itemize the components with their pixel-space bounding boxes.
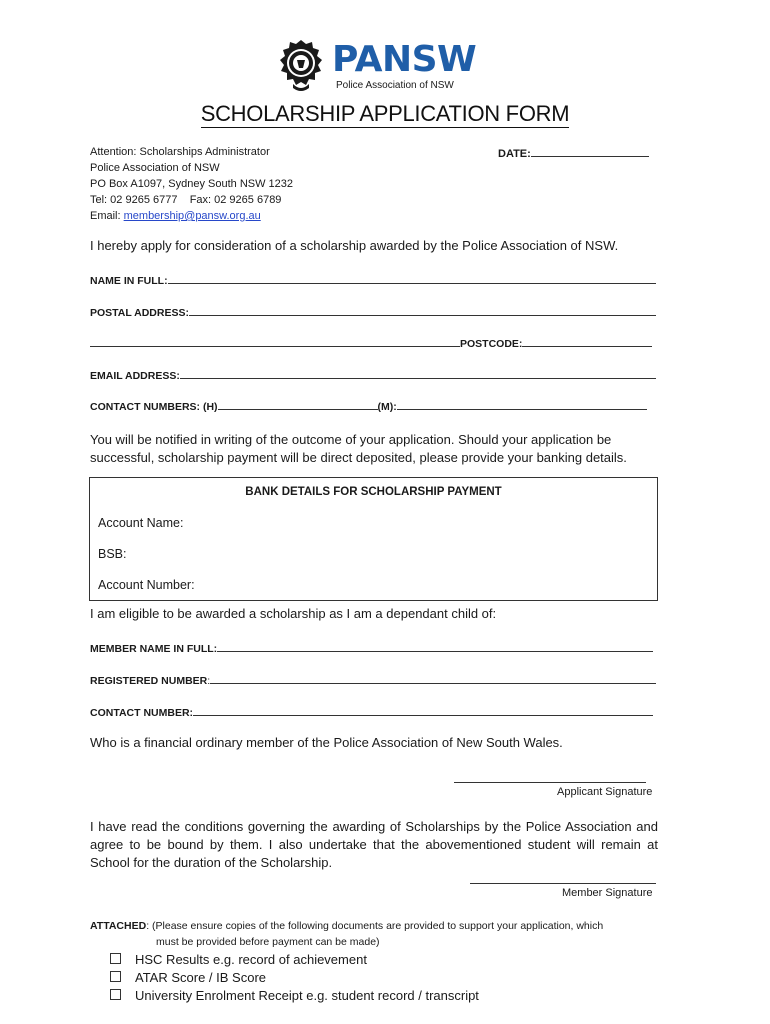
checkbox-icon[interactable] [110, 989, 121, 1000]
date-field[interactable]: DATE: [498, 146, 649, 160]
pansw-logo [276, 38, 476, 94]
checklist-item: HSC Results e.g. record of achievement [110, 951, 479, 969]
account-name-field[interactable]: Account Name: [98, 516, 184, 530]
address-block [90, 144, 293, 224]
police-seal-icon [276, 38, 326, 94]
eligibility-text: I am eligible to be awarded a scholarship as I am a dependant child of: [90, 606, 497, 621]
form-title: SCHOLARSHIP APPLICATION FORM [200, 101, 570, 126]
bank-details-title: BANK DETAILS FOR SCHOLARSHIP PAYMENT [245, 486, 502, 498]
member-name-field[interactable]: MEMBER NAME IN FULL: [90, 641, 656, 655]
conditions-text: I have read the conditions governing the awarding of Scholarships by the Police Association and agree to be bound by them. I also undertake that the abovementioned student will remain at School for the duration of the Scholarship. [90, 819, 658, 870]
address-line: PO Box A1097, Sydney South NSW 1232 [90, 178, 294, 190]
member-signature-line[interactable] [470, 882, 656, 884]
address-line: Attention: Scholarships Administrator [90, 146, 270, 158]
registered-number-field[interactable]: REGISTERED NUMBER: [90, 673, 656, 687]
checkbox-icon[interactable] [110, 971, 121, 982]
checklist-item: University Enrolment Receipt e.g. student record / transcript [110, 987, 479, 1005]
financial-member-text: Who is a financial ordinary member of the Police Association of New South Wales. [90, 735, 563, 750]
checkbox-icon[interactable] [110, 953, 121, 964]
bank-details-box [89, 477, 658, 601]
notification-text: You will be notified in writing of the outcome of your application. Should your application be successful, scholarship payment will be direct deposited, please provide your banking details. [90, 432, 627, 465]
intro-text: I hereby apply for consideration of a scholarship awarded by the Police Association of NSW. [90, 238, 619, 253]
email-line: Email: membership@pansw.org.au [90, 210, 261, 222]
contact-numbers-field[interactable]: CONTACT NUMBERS: (H) (M): [90, 399, 656, 413]
bsb-field[interactable]: BSB: [98, 547, 127, 561]
document-checklist [110, 951, 479, 1005]
postcode-field[interactable]: POSTCODE: [90, 336, 656, 350]
account-number-field[interactable]: Account Number: [98, 578, 195, 592]
checklist-item: ATAR Score / IB Score [110, 969, 479, 987]
address-line: Tel: 02 9265 6777 Fax: 02 9265 6789 [90, 194, 282, 206]
postal-address-field[interactable]: POSTAL ADDRESS: [90, 305, 656, 319]
logo-brand-text: PANSW [332, 39, 477, 80]
address-line: Police Association of NSW [90, 162, 220, 174]
applicant-signature-line[interactable] [454, 781, 646, 783]
email-address-field[interactable]: EMAIL ADDRESS: [90, 368, 656, 382]
attached-note: ATTACHED: (Please ensure copies of the following documents are provided to support your application, which must be provided before payment can be made) [90, 920, 604, 948]
logo-subtitle: Police Association of NSW [336, 80, 454, 91]
email-link[interactable]: membership@pansw.org.au [123, 210, 261, 222]
name-field[interactable]: NAME IN FULL: [90, 273, 656, 287]
applicant-signature-label: Applicant Signature [557, 786, 653, 798]
member-signature-label: Member Signature [562, 887, 653, 899]
contact-number-field[interactable]: CONTACT NUMBER: [90, 705, 656, 719]
